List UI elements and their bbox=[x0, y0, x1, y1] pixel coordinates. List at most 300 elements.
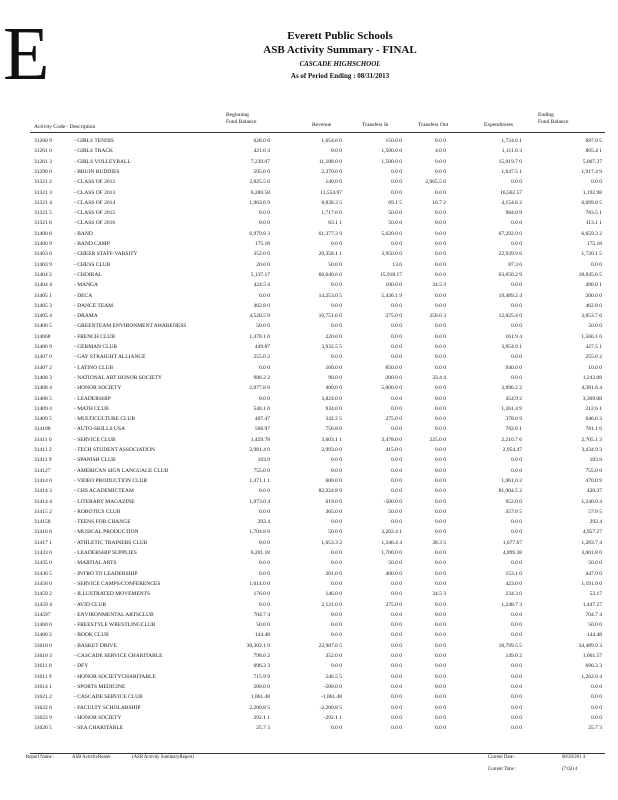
report-title: ASB Activity Summary - FINAL bbox=[263, 44, 417, 56]
row-description: - BRUIN BUDDIES bbox=[74, 168, 120, 175]
row-expenditures: 2,210.7 6 bbox=[501, 436, 522, 443]
row-code: 31460 0 bbox=[34, 622, 52, 629]
row-revenue: 0.0 0 bbox=[331, 550, 342, 556]
row-transfers-out: 34.5 3 bbox=[432, 591, 446, 598]
row-transfers-out: 0.0 0 bbox=[435, 220, 446, 227]
row-transfers-in: 1,346.4 4 bbox=[381, 539, 402, 546]
row-description: - SPORTS MEDICINE bbox=[74, 683, 126, 690]
row-transfers-in: 0.0 0 bbox=[391, 426, 402, 433]
row-transfers-out: 0.0 0 bbox=[435, 344, 446, 350]
row-transfers-in: 13.6 bbox=[392, 261, 402, 268]
row-beginning-balance: 0.0 0 bbox=[259, 539, 270, 546]
row-ending-balance: 462.8 0 bbox=[585, 302, 602, 309]
row-transfers-in: 275.0 0 bbox=[385, 416, 402, 423]
table-row bbox=[0, 558, 618, 568]
row-transfers-out: 0.0 0 bbox=[435, 704, 446, 711]
row-expenditures: 0.0 0 bbox=[511, 725, 522, 732]
row-transfers-out: 0.0 0 bbox=[435, 601, 446, 608]
row-code: 31405 3 bbox=[34, 302, 52, 309]
row-revenue: 1,653.3 2 bbox=[321, 539, 342, 546]
row-ending-balance: 0.0 0 bbox=[591, 694, 602, 701]
row-transfers-in: 0.0 0 bbox=[391, 477, 402, 484]
row-ending-balance: 1,001.57 bbox=[582, 653, 602, 659]
row-transfers-out: 0.0 0 bbox=[435, 467, 446, 474]
row-transfers-out: 0.0 0 bbox=[435, 189, 446, 196]
row-transfers-out: 0.0 0 bbox=[435, 570, 446, 577]
row-ending-balance: 1,262.0 4 bbox=[581, 673, 602, 680]
row-beginning-balance: 255.0 2 bbox=[253, 354, 270, 361]
row-ending-balance: 50.0 0 bbox=[588, 323, 602, 330]
row-description: - BOOK CLUB bbox=[74, 632, 109, 639]
table-row bbox=[0, 146, 618, 156]
table-row bbox=[0, 188, 618, 198]
row-beginning-balance: 2,981.4 0 bbox=[249, 447, 270, 453]
col-transfers-in: Transfers In bbox=[362, 122, 389, 128]
row-beginning-balance: 0.0 0 bbox=[259, 488, 270, 495]
row-description: - DECA bbox=[74, 292, 93, 299]
row-beginning-balance: 0.0 0 bbox=[259, 560, 270, 567]
row-code: 31460 2 bbox=[34, 632, 52, 639]
row-description: - HONOR SOCIETY bbox=[74, 385, 122, 392]
row-revenue: 0.0 0 bbox=[331, 148, 342, 155]
col-revenue: Revenue bbox=[312, 122, 332, 128]
row-beginning-balance: 2,200.8 5 bbox=[249, 704, 270, 711]
table-row bbox=[0, 239, 618, 249]
row-revenue: 22,987.6 5 bbox=[318, 642, 342, 649]
table-row bbox=[0, 548, 618, 558]
table-row bbox=[0, 229, 618, 239]
row-description: - AVID CLUB bbox=[74, 601, 106, 608]
row-transfers-out: 0.0 0 bbox=[435, 477, 446, 484]
row-code: 31409 5 bbox=[34, 416, 52, 423]
row-code: 314068 bbox=[34, 333, 51, 340]
row-ending-balance: 113.1 1 bbox=[585, 220, 602, 227]
row-transfers-in: 0.0 0 bbox=[391, 344, 402, 350]
row-transfers-out: 0.0 0 bbox=[435, 323, 446, 330]
row-ending-balance: 57.9 5 bbox=[588, 508, 602, 515]
row-expenditures: 0.0 0 bbox=[511, 714, 522, 721]
row-transfers-out: 0.0 0 bbox=[435, 271, 446, 278]
row-transfers-out: 0.0 0 bbox=[435, 138, 446, 144]
row-code: 314158 bbox=[34, 519, 51, 526]
row-description: - HONOR SOCIETY bbox=[74, 714, 122, 721]
row-beginning-balance: 986.2 2 bbox=[253, 374, 270, 381]
row-transfers-in: 5,000.0 0 bbox=[381, 385, 402, 392]
row-description: - HONOR SOCIETYCHARITABLE bbox=[74, 673, 156, 680]
row-transfers-in: 415.0 0 bbox=[385, 447, 402, 453]
row-code: 31404 4 bbox=[34, 282, 52, 289]
row-revenue: 50.0 0 bbox=[328, 529, 342, 536]
row-transfers-in: 0.0 0 bbox=[391, 179, 402, 186]
row-transfers-in: 0.0 0 bbox=[391, 642, 402, 649]
row-transfers-in: 0.0 0 bbox=[391, 580, 402, 587]
row-description: - SERVICE CLUB bbox=[74, 436, 116, 443]
row-transfers-out: 2,965.5 0 bbox=[425, 179, 446, 186]
footer-report-label: Report Name : bbox=[26, 755, 55, 760]
row-description: - GIRLS TRACK bbox=[74, 148, 114, 155]
row-revenue: 1,717.6 0 bbox=[321, 210, 342, 217]
row-code: 31261 0 bbox=[34, 148, 52, 155]
table-row bbox=[0, 280, 618, 290]
row-transfers-out: 0.0 0 bbox=[435, 405, 446, 412]
row-expenditures: 423.0 0 bbox=[505, 580, 522, 587]
district-title: Everett Public Schools bbox=[287, 30, 393, 42]
row-code: 31417 1 bbox=[34, 539, 52, 546]
row-ending-balance: 3,001.8 0 bbox=[581, 550, 602, 556]
row-ending-balance: 255.0 2 bbox=[585, 354, 602, 361]
row-beginning-balance: 7,239.07 bbox=[250, 158, 270, 165]
row-expenditures: 67,292.9 0 bbox=[498, 230, 522, 237]
table-row bbox=[0, 672, 618, 682]
row-transfers-out: 0.0 0 bbox=[435, 292, 446, 299]
row-code: 31411 9 bbox=[34, 457, 52, 464]
row-ending-balance: 755.0 0 bbox=[585, 467, 602, 474]
footer-rule bbox=[30, 753, 605, 754]
row-expenditures: 952.0 0 bbox=[505, 498, 522, 505]
row-transfers-out: 225.0 0 bbox=[429, 436, 446, 443]
row-beginning-balance: 0.0 0 bbox=[259, 395, 270, 402]
table-row bbox=[0, 136, 618, 146]
row-expenditures: 0.0 0 bbox=[511, 529, 522, 536]
table-row bbox=[0, 600, 618, 610]
row-transfers-in: 0.0 0 bbox=[391, 323, 402, 330]
row-transfers-in: 50.0 0 bbox=[388, 210, 402, 217]
row-expenditures: 81,904.5 2 bbox=[498, 488, 522, 495]
row-beginning-balance: 2,077.8 6 bbox=[249, 385, 270, 392]
row-ending-balance: 144.48 bbox=[586, 632, 602, 639]
row-transfers-in: 0.0 0 bbox=[391, 673, 402, 680]
row-transfers-out: 34.5 3 bbox=[432, 282, 446, 289]
row-ending-balance: 212.6 1 bbox=[585, 405, 602, 412]
table-row bbox=[0, 404, 618, 414]
row-transfers-out: 0.0 0 bbox=[435, 714, 446, 721]
row-expenditures: 0.0 0 bbox=[511, 673, 522, 680]
row-revenue: 0.0 0 bbox=[331, 580, 342, 587]
row-transfers-out: 258.0 3 bbox=[429, 313, 446, 320]
row-expenditures: 12,025.4 0 bbox=[498, 313, 522, 320]
row-transfers-in: 5,620.0 0 bbox=[381, 230, 402, 237]
row-revenue: 2,993.0 0 bbox=[321, 447, 342, 453]
table-row bbox=[0, 610, 618, 620]
row-code: 31321 4 bbox=[34, 199, 52, 206]
row-ending-balance: 490.0 1 bbox=[585, 282, 602, 289]
row-transfers-in: 69.1 5 bbox=[388, 199, 402, 206]
row-transfers-out: 0.0 0 bbox=[435, 158, 446, 165]
row-expenditures: 0.0 0 bbox=[511, 704, 522, 711]
table-row bbox=[0, 177, 618, 187]
row-description: - MANGA bbox=[74, 282, 98, 289]
row-transfers-in: 0.0 0 bbox=[391, 714, 402, 721]
row-transfers-out: 0.0 0 bbox=[435, 354, 446, 361]
table-row bbox=[0, 713, 618, 723]
row-code: 31261 3 bbox=[34, 158, 52, 165]
row-transfers-in: 0.0 0 bbox=[391, 653, 402, 659]
row-description: - CLASS OF 2012 bbox=[74, 179, 116, 186]
table-row bbox=[0, 517, 618, 527]
row-revenue: 3,603.1 1 bbox=[321, 436, 342, 443]
table-row bbox=[0, 414, 618, 424]
table-row bbox=[0, 497, 618, 507]
row-revenue: -1,061.48 bbox=[320, 694, 342, 701]
table-row bbox=[0, 260, 618, 270]
row-ending-balance: 1,283.7 4 bbox=[581, 539, 602, 546]
row-ending-balance: 4,381.6 4 bbox=[581, 385, 602, 392]
row-description: - ILLUSTRATED MOVEMENTS bbox=[74, 591, 151, 598]
row-revenue: 3,932.5 5 bbox=[321, 344, 342, 350]
row-transfers-in: 15,918.17 bbox=[380, 271, 402, 278]
row-transfers-out: 0.0 0 bbox=[435, 725, 446, 732]
row-description: - CHESS CLUB bbox=[74, 261, 111, 268]
row-transfers-out: 0.0 0 bbox=[435, 663, 446, 670]
row-revenue: 201.0 0 bbox=[325, 570, 342, 577]
table-row bbox=[0, 476, 618, 486]
row-expenditures: 4,899.38 bbox=[502, 550, 522, 556]
row-ending-balance: 1,720.1 5 bbox=[581, 251, 602, 258]
row-expenditures: 153.1 0 bbox=[505, 570, 522, 577]
row-transfers-in: 0.0 0 bbox=[391, 395, 402, 402]
row-transfers-out: 33.4 4 bbox=[432, 374, 446, 381]
row-expenditures: 782.6 1 bbox=[505, 426, 522, 433]
row-ending-balance: 420.37 bbox=[586, 488, 602, 495]
row-description: - GREENTEAM ENVIRONMENT AWARENESS bbox=[74, 323, 187, 330]
row-ending-balance: 50.0 0 bbox=[588, 622, 602, 629]
row-beginning-balance: 1,704.8 6 bbox=[249, 529, 270, 536]
row-ending-balance: 18,645.6 5 bbox=[578, 271, 602, 278]
row-beginning-balance: 20.0 0 bbox=[256, 261, 270, 268]
row-description: - FACULTY SCHOLARSHIP bbox=[74, 704, 141, 711]
table-row bbox=[0, 630, 618, 640]
row-code: 31416 6 bbox=[34, 529, 52, 536]
row-expenditures: 1,724.6 1 bbox=[501, 138, 522, 144]
row-expenditures: 18,799.5 5 bbox=[498, 642, 522, 649]
row-transfers-in: 0.0 0 bbox=[391, 354, 402, 361]
row-expenditures: 0.0 0 bbox=[511, 302, 522, 309]
row-ending-balance: 175.18 bbox=[586, 241, 602, 247]
table-row bbox=[0, 383, 618, 393]
row-beginning-balance: 0.0 0 bbox=[259, 364, 270, 371]
row-description: - CLASS OF 2015 bbox=[74, 210, 116, 217]
row-beginning-balance: 540.1 0 bbox=[253, 405, 270, 412]
footer-time-value: (7:02) 4 bbox=[562, 767, 578, 772]
row-beginning-balance: 1,614.0 0 bbox=[249, 580, 270, 587]
row-description: - CLASS OF 2014 bbox=[74, 199, 116, 206]
row-transfers-in: 50.0 0 bbox=[388, 508, 402, 515]
row-beginning-balance: 704.7 4 bbox=[253, 611, 270, 618]
row-beginning-balance: 1,478.1 0 bbox=[249, 333, 270, 340]
row-transfers-in: 0.0 0 bbox=[391, 704, 402, 711]
row-code: 314127 bbox=[34, 467, 51, 474]
row-ending-balance: 781.1 6 bbox=[585, 426, 602, 433]
row-transfers-out: 0.0 0 bbox=[435, 653, 446, 659]
row-transfers-in: 150.0 0 bbox=[385, 138, 402, 144]
row-code: 31321 6 bbox=[34, 220, 52, 227]
row-beginning-balance: 696.3 3 bbox=[253, 663, 270, 670]
row-transfers-in: 3,950.0 0 bbox=[381, 251, 402, 258]
row-code: 31459 4 bbox=[34, 601, 52, 608]
row-transfers-out: 0.0 0 bbox=[435, 508, 446, 515]
row-description: - CHEER STAFF-VARSITY bbox=[74, 251, 138, 258]
table-row bbox=[0, 692, 618, 702]
row-ending-balance: 50.0 0 bbox=[588, 560, 602, 567]
row-revenue: 0.0 0 bbox=[331, 611, 342, 618]
table-row bbox=[0, 538, 618, 548]
table-row bbox=[0, 445, 618, 455]
row-revenue: 0.0 0 bbox=[331, 622, 342, 629]
row-transfers-out: 0.0 0 bbox=[435, 488, 446, 495]
row-beginning-balance: 407.47 bbox=[254, 416, 270, 423]
row-ending-balance: 4,957.27 bbox=[582, 529, 602, 536]
row-revenue: -500.0 0 bbox=[323, 683, 342, 690]
row-ending-balance: 200.0 0 bbox=[585, 292, 602, 299]
row-transfers-in: 1,500.0 0 bbox=[381, 148, 402, 155]
row-beginning-balance: 6,979.8 3 bbox=[249, 230, 270, 237]
row-description: - BAND bbox=[74, 230, 93, 237]
row-code: 31290 0 bbox=[34, 168, 52, 175]
row-revenue: 0.0 0 bbox=[331, 354, 342, 361]
row-ending-balance: 0.0 0 bbox=[591, 714, 602, 721]
table-row bbox=[0, 301, 618, 311]
row-transfers-in: 0.0 0 bbox=[391, 488, 402, 495]
row-description: - BASKET DRIVE bbox=[74, 642, 117, 649]
row-code: 31407 2 bbox=[34, 364, 52, 371]
row-description: - DANCE TEAM bbox=[74, 302, 114, 309]
row-revenue: 0.0 0 bbox=[331, 323, 342, 330]
row-revenue: 140.0 0 bbox=[325, 179, 342, 186]
row-expenditures: 3,096.2 2 bbox=[501, 385, 522, 392]
row-code: 31611 9 bbox=[34, 673, 52, 680]
row-beginning-balance: 0.0 0 bbox=[259, 292, 270, 299]
row-code: 31321 3 bbox=[34, 189, 52, 196]
row-revenue: 619.0 0 bbox=[325, 498, 342, 505]
row-code: 31400 9 bbox=[34, 241, 52, 247]
period-ending: As of Period Ending : 08/31/2013 bbox=[290, 72, 390, 80]
row-ending-balance: 3,053.7 6 bbox=[581, 313, 602, 320]
row-ending-balance: 1,192.98 bbox=[582, 189, 602, 196]
row-description: - LEADERSHIP bbox=[74, 395, 111, 402]
row-code: 31611 0 bbox=[34, 663, 52, 670]
row-ending-balance: 1,240.0 4 bbox=[581, 498, 602, 505]
row-expenditures: 454.9 2 bbox=[505, 395, 522, 402]
row-code: 31321 2 bbox=[34, 179, 52, 186]
row-code: 31621 2 bbox=[34, 694, 52, 701]
row-code: 31622 6 bbox=[34, 704, 52, 711]
row-description: - DRAMA bbox=[74, 313, 98, 320]
row-description: - GIRLS VOLLEYBALL bbox=[74, 158, 131, 165]
row-beginning-balance: 2,825.5 0 bbox=[249, 179, 270, 186]
row-expenditures: 0.0 0 bbox=[511, 467, 522, 474]
row-transfers-out: 0.0 0 bbox=[435, 642, 446, 649]
row-code: 31435 0 bbox=[34, 560, 52, 567]
row-beginning-balance: 103.9 bbox=[257, 457, 270, 464]
table-row bbox=[0, 352, 618, 362]
row-beginning-balance: 462.8 0 bbox=[253, 302, 270, 309]
table-row bbox=[0, 394, 618, 404]
row-description: - GIRLS TENNIS bbox=[74, 138, 114, 144]
row-transfers-in: 50.0 0 bbox=[388, 220, 402, 227]
row-code: 31626 5 bbox=[34, 725, 52, 732]
row-revenue: 546.5 5 bbox=[325, 673, 342, 680]
row-ending-balance: 3,434.9 3 bbox=[581, 447, 602, 453]
row-beginning-balance: 1,471.1 1 bbox=[249, 477, 270, 484]
row-expenditures: 63,050.2 9 bbox=[498, 271, 522, 278]
row-description: - ENVIRONMENTAL ARTSCLUB bbox=[74, 611, 154, 618]
row-ending-balance: 292.4 bbox=[589, 519, 602, 526]
table-row bbox=[0, 435, 618, 445]
row-description: - GERMAN CLUB bbox=[74, 344, 118, 350]
row-description: - SPANISH CLUB bbox=[74, 457, 116, 464]
row-description: - NATIONAL ART HONOR SOCIETY bbox=[74, 374, 162, 381]
row-revenue: 352.0 0 bbox=[325, 653, 342, 659]
table-row bbox=[0, 424, 618, 434]
row-beginning-balance: 0.0 0 bbox=[259, 601, 270, 608]
row-revenue: 0.0 0 bbox=[331, 725, 342, 732]
row-expenditures: 0.0 0 bbox=[511, 632, 522, 639]
row-code: 314108 bbox=[34, 426, 51, 433]
table-row bbox=[0, 321, 618, 331]
table-row bbox=[0, 507, 618, 517]
row-beginning-balance: 421.0 4 bbox=[253, 148, 270, 155]
row-ending-balance: 1,447.27 bbox=[582, 601, 602, 608]
row-revenue: 600.0 0 bbox=[325, 477, 342, 484]
table-row bbox=[0, 218, 618, 228]
col-beginning-top: Beginning bbox=[226, 112, 249, 118]
row-beginning-balance: 176.0 0 bbox=[253, 591, 270, 598]
row-revenue: 11,188.0 0 bbox=[318, 158, 342, 165]
row-description: - VIDEO PRODUCTION CLUB bbox=[74, 477, 148, 484]
row-transfers-in: 0.0 0 bbox=[391, 694, 402, 701]
table-row bbox=[0, 342, 618, 352]
row-ending-balance: 1,191.0 0 bbox=[581, 580, 602, 587]
row-transfers-in: 0.0 0 bbox=[391, 168, 402, 175]
row-revenue: 60,640.6 0 bbox=[318, 271, 342, 278]
row-transfers-out: 38.3 5 bbox=[432, 539, 446, 546]
row-transfers-out: 0.0 0 bbox=[435, 694, 446, 701]
row-description: - ATHLETIC TRAINERS CLUB bbox=[74, 539, 148, 546]
table-row bbox=[0, 270, 618, 280]
row-transfers-in: 400.0 0 bbox=[385, 570, 402, 577]
row-expenditures: 0.0 0 bbox=[511, 663, 522, 670]
row-description: - AUTO-SKILLS USA bbox=[74, 426, 125, 433]
row-ending-balance: 805.4 1 bbox=[585, 148, 602, 155]
row-expenditures: 0.0 0 bbox=[511, 683, 522, 690]
row-description: - MULTICULTURE CLUB bbox=[74, 416, 136, 423]
row-expenditures: 19,489.2 4 bbox=[498, 292, 522, 299]
col-ending-top: Ending bbox=[538, 112, 554, 118]
row-transfers-in: 0.0 0 bbox=[391, 189, 402, 196]
row-beginning-balance: 1,459.78 bbox=[250, 436, 270, 443]
row-description: - BAND CAMP bbox=[74, 241, 110, 247]
row-ending-balance: 427.5 1 bbox=[585, 344, 602, 350]
footer-date-label: Current Date : bbox=[488, 755, 516, 760]
row-description: - AMERICAN SIGN LANGUAGE CLUB bbox=[74, 467, 169, 474]
row-description: - INTRO TO LEADERSHIP bbox=[74, 570, 138, 577]
table-row bbox=[0, 455, 618, 465]
row-ending-balance: 6,699.8 5 bbox=[581, 199, 602, 206]
row-expenditures: 0.0 0 bbox=[511, 241, 522, 247]
row-transfers-in: 200.0 0 bbox=[385, 374, 402, 381]
row-transfers-in: 50.0 0 bbox=[388, 560, 402, 567]
row-code: 31403 9 bbox=[34, 261, 52, 268]
row-ending-balance: 783.5 1 bbox=[585, 210, 602, 217]
row-description: - CASCADE SERVICE CLUB bbox=[74, 694, 143, 701]
row-transfers-in: 1,500.0 0 bbox=[381, 158, 402, 165]
row-beginning-balance: 0.0 0 bbox=[259, 210, 270, 217]
row-expenditures: 0.0 0 bbox=[511, 354, 522, 361]
row-code: 31409 4 bbox=[34, 405, 52, 412]
row-expenditures: 149.0 2 bbox=[505, 653, 522, 659]
row-revenue: 146.0 0 bbox=[325, 591, 342, 598]
row-transfers-out: 0.0 0 bbox=[435, 457, 446, 464]
